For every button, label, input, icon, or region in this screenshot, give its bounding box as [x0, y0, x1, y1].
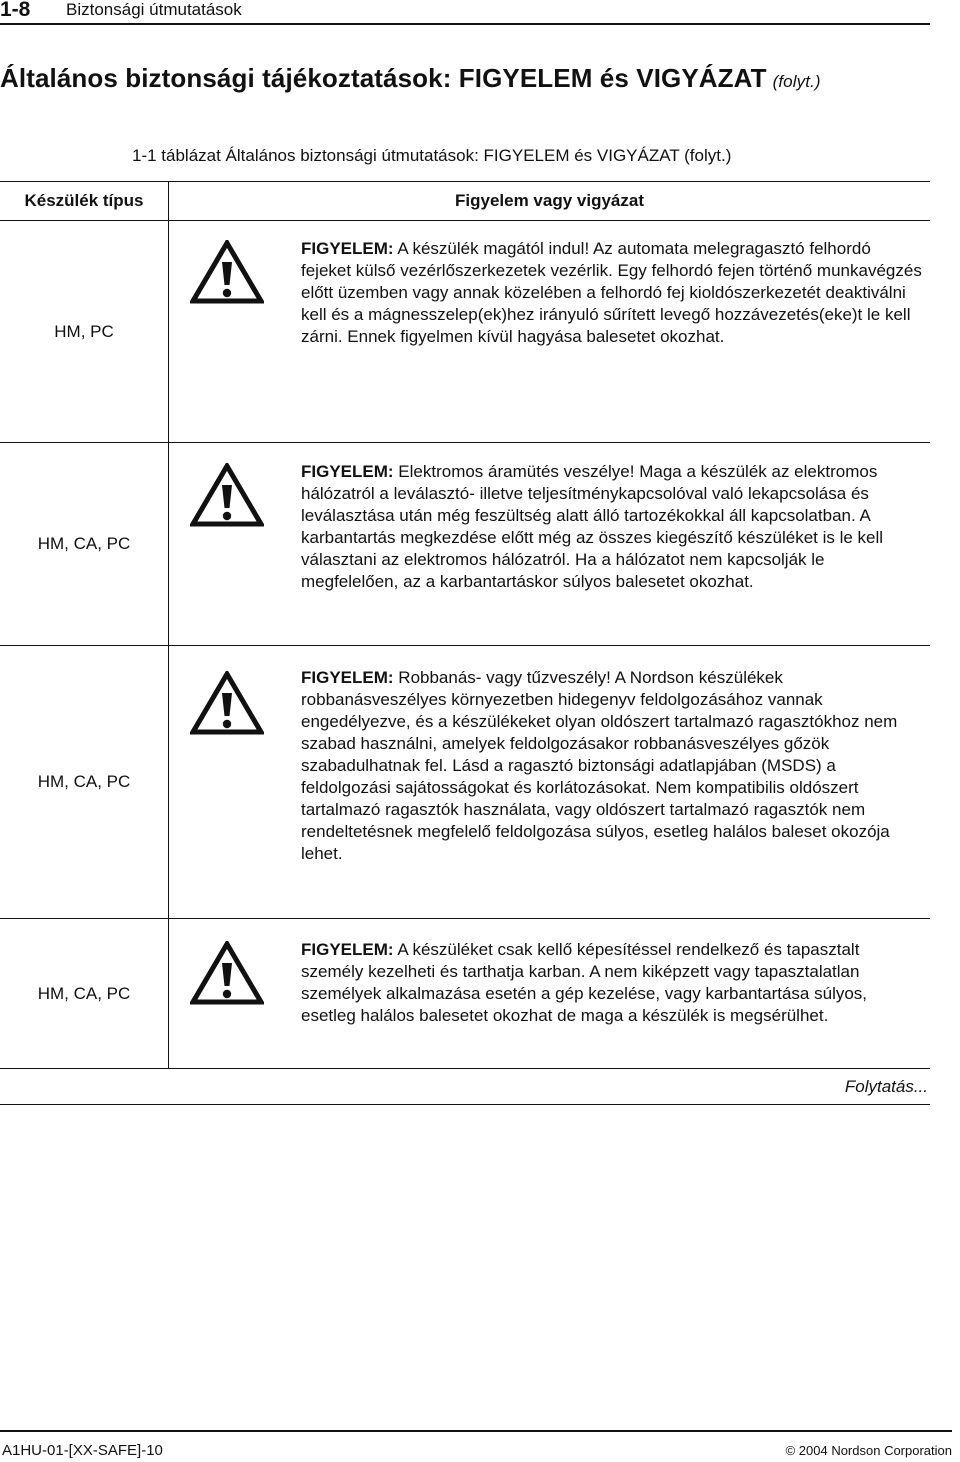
continued-note: Folytatás...	[0, 1069, 930, 1105]
header-device-type: Készülék típus	[0, 182, 169, 221]
warning-text-cell	[301, 919, 930, 1069]
warning-triangle-icon	[190, 941, 264, 1005]
table-row	[0, 221, 930, 443]
device-type-cell: HM, CA, PC	[0, 919, 169, 1069]
warning-triangle-icon	[190, 240, 264, 304]
warning-label: FIGYELEM:	[301, 462, 394, 481]
warning-triangle-icon	[190, 671, 264, 735]
header-warning: Figyelem vagy vigyázat	[169, 182, 931, 221]
copyright: © 2004 Nordson Corporation	[785, 1443, 952, 1458]
warning-label: FIGYELEM:	[301, 668, 394, 687]
safety-table	[0, 181, 930, 1105]
device-type-cell: HM, CA, PC	[0, 443, 169, 646]
icon-cell	[169, 646, 302, 919]
table-caption: 1-1 táblázat Általános biztonsági útmutatások: FIGYELEM és VIGYÁZAT (folyt.)	[132, 146, 732, 165]
document-code: A1HU-01-[XX-SAFE]-10	[2, 1442, 163, 1459]
title-continued: (folyt.)	[772, 72, 821, 91]
table-row	[0, 443, 930, 646]
table-row	[0, 1069, 930, 1105]
icon-cell	[169, 919, 302, 1069]
page-header	[0, 0, 930, 25]
warning-label: FIGYELEM:	[301, 239, 394, 258]
warning-text: Elektromos áramütés veszélye! Maga a készülék az elektromos hálózatról a leválasztó- illetve teljesítménykapcsolóval való lekapcsolása és leválasztása után még feszültség alatt álló tartozékokkal áll kapcsolatban. A karbantartás megkezdése előtt még az összes kiegészítő készüléket is le kell választani az elektromos hálózatról. Ha a hálózatot nem kapcsolják le megfelelően, az a karbantartáskor súlyos balesetet okozhat.	[301, 462, 884, 591]
warning-text-cell	[301, 221, 930, 443]
section-title: Biztonsági útmutatások	[66, 0, 242, 19]
warning-text: Robbanás- vagy tűzveszély! A Nordson készülékek robbanásveszélyes környezetben hidegenyv feldolgozásához vannak engedélyezve, és a készülékeket olyan oldószert tartalmazó ragasztókhoz nem szabad használni, amelyek feldolgozásakor robbanásveszélyes gőzök szabadulhatnak fel. Lásd a ragasztó biztonsági adatlapjában (MSDS) a feldolgozási sajátosságokat és korlátozásokat. Nem kompatibilis oldószert tartalmazó ragasztók használata, vagy oldószert tartalmazó ragasztók nem rendeltetésnek megfelelő feldolgozása súlyos, esetleg halálos baleset okozója lehet.	[301, 668, 898, 863]
warning-triangle-icon	[190, 463, 264, 527]
warning-text-cell	[301, 443, 930, 646]
warning-text: A készüléket csak kellő képesítéssel rendelkező és tapasztalt személy kezelheti és tarthatja karban. A nem kiképzett vagy tapasztalatlan személyek alkalmazása esetén a gép kezelése, vagy karbantartása súlyos, esetleg halálos balesetet okozhat de maga a készülék is megsérülhet.	[301, 940, 868, 1025]
warning-text: A készülék magától indul! Az automata melegragasztó felhordó fejeket külső vezérlőszerkezetek vezérlik. Egy felhordó fejen történő munkavégzés előtt üzemben vagy annak közelében a felhordó fej kioldószerkezetét deaktiválni kell és a mágnesszelep(ek)hez irányuló sűrített levegő hozzávezetés(eke)t le kell zárni. Ennek figyelmen kívül hagyása balesetet okozhat.	[301, 239, 922, 346]
table-row	[0, 646, 930, 919]
device-type-cell: HM, PC	[0, 221, 169, 443]
page-number: 1-8	[0, 0, 31, 21]
warning-label: FIGYELEM:	[301, 940, 394, 959]
warning-text-cell	[301, 646, 930, 919]
device-type-cell: HM, CA, PC	[0, 646, 169, 919]
icon-cell	[169, 221, 302, 443]
icon-cell	[169, 443, 302, 646]
table-row	[0, 919, 930, 1069]
page-title-text: Általános biztonsági tájékoztatások: FIGYELEM és VIGYÁZAT	[0, 63, 767, 93]
page-footer	[0, 1430, 952, 1462]
table-header-row	[0, 182, 930, 221]
page-title	[0, 63, 821, 94]
